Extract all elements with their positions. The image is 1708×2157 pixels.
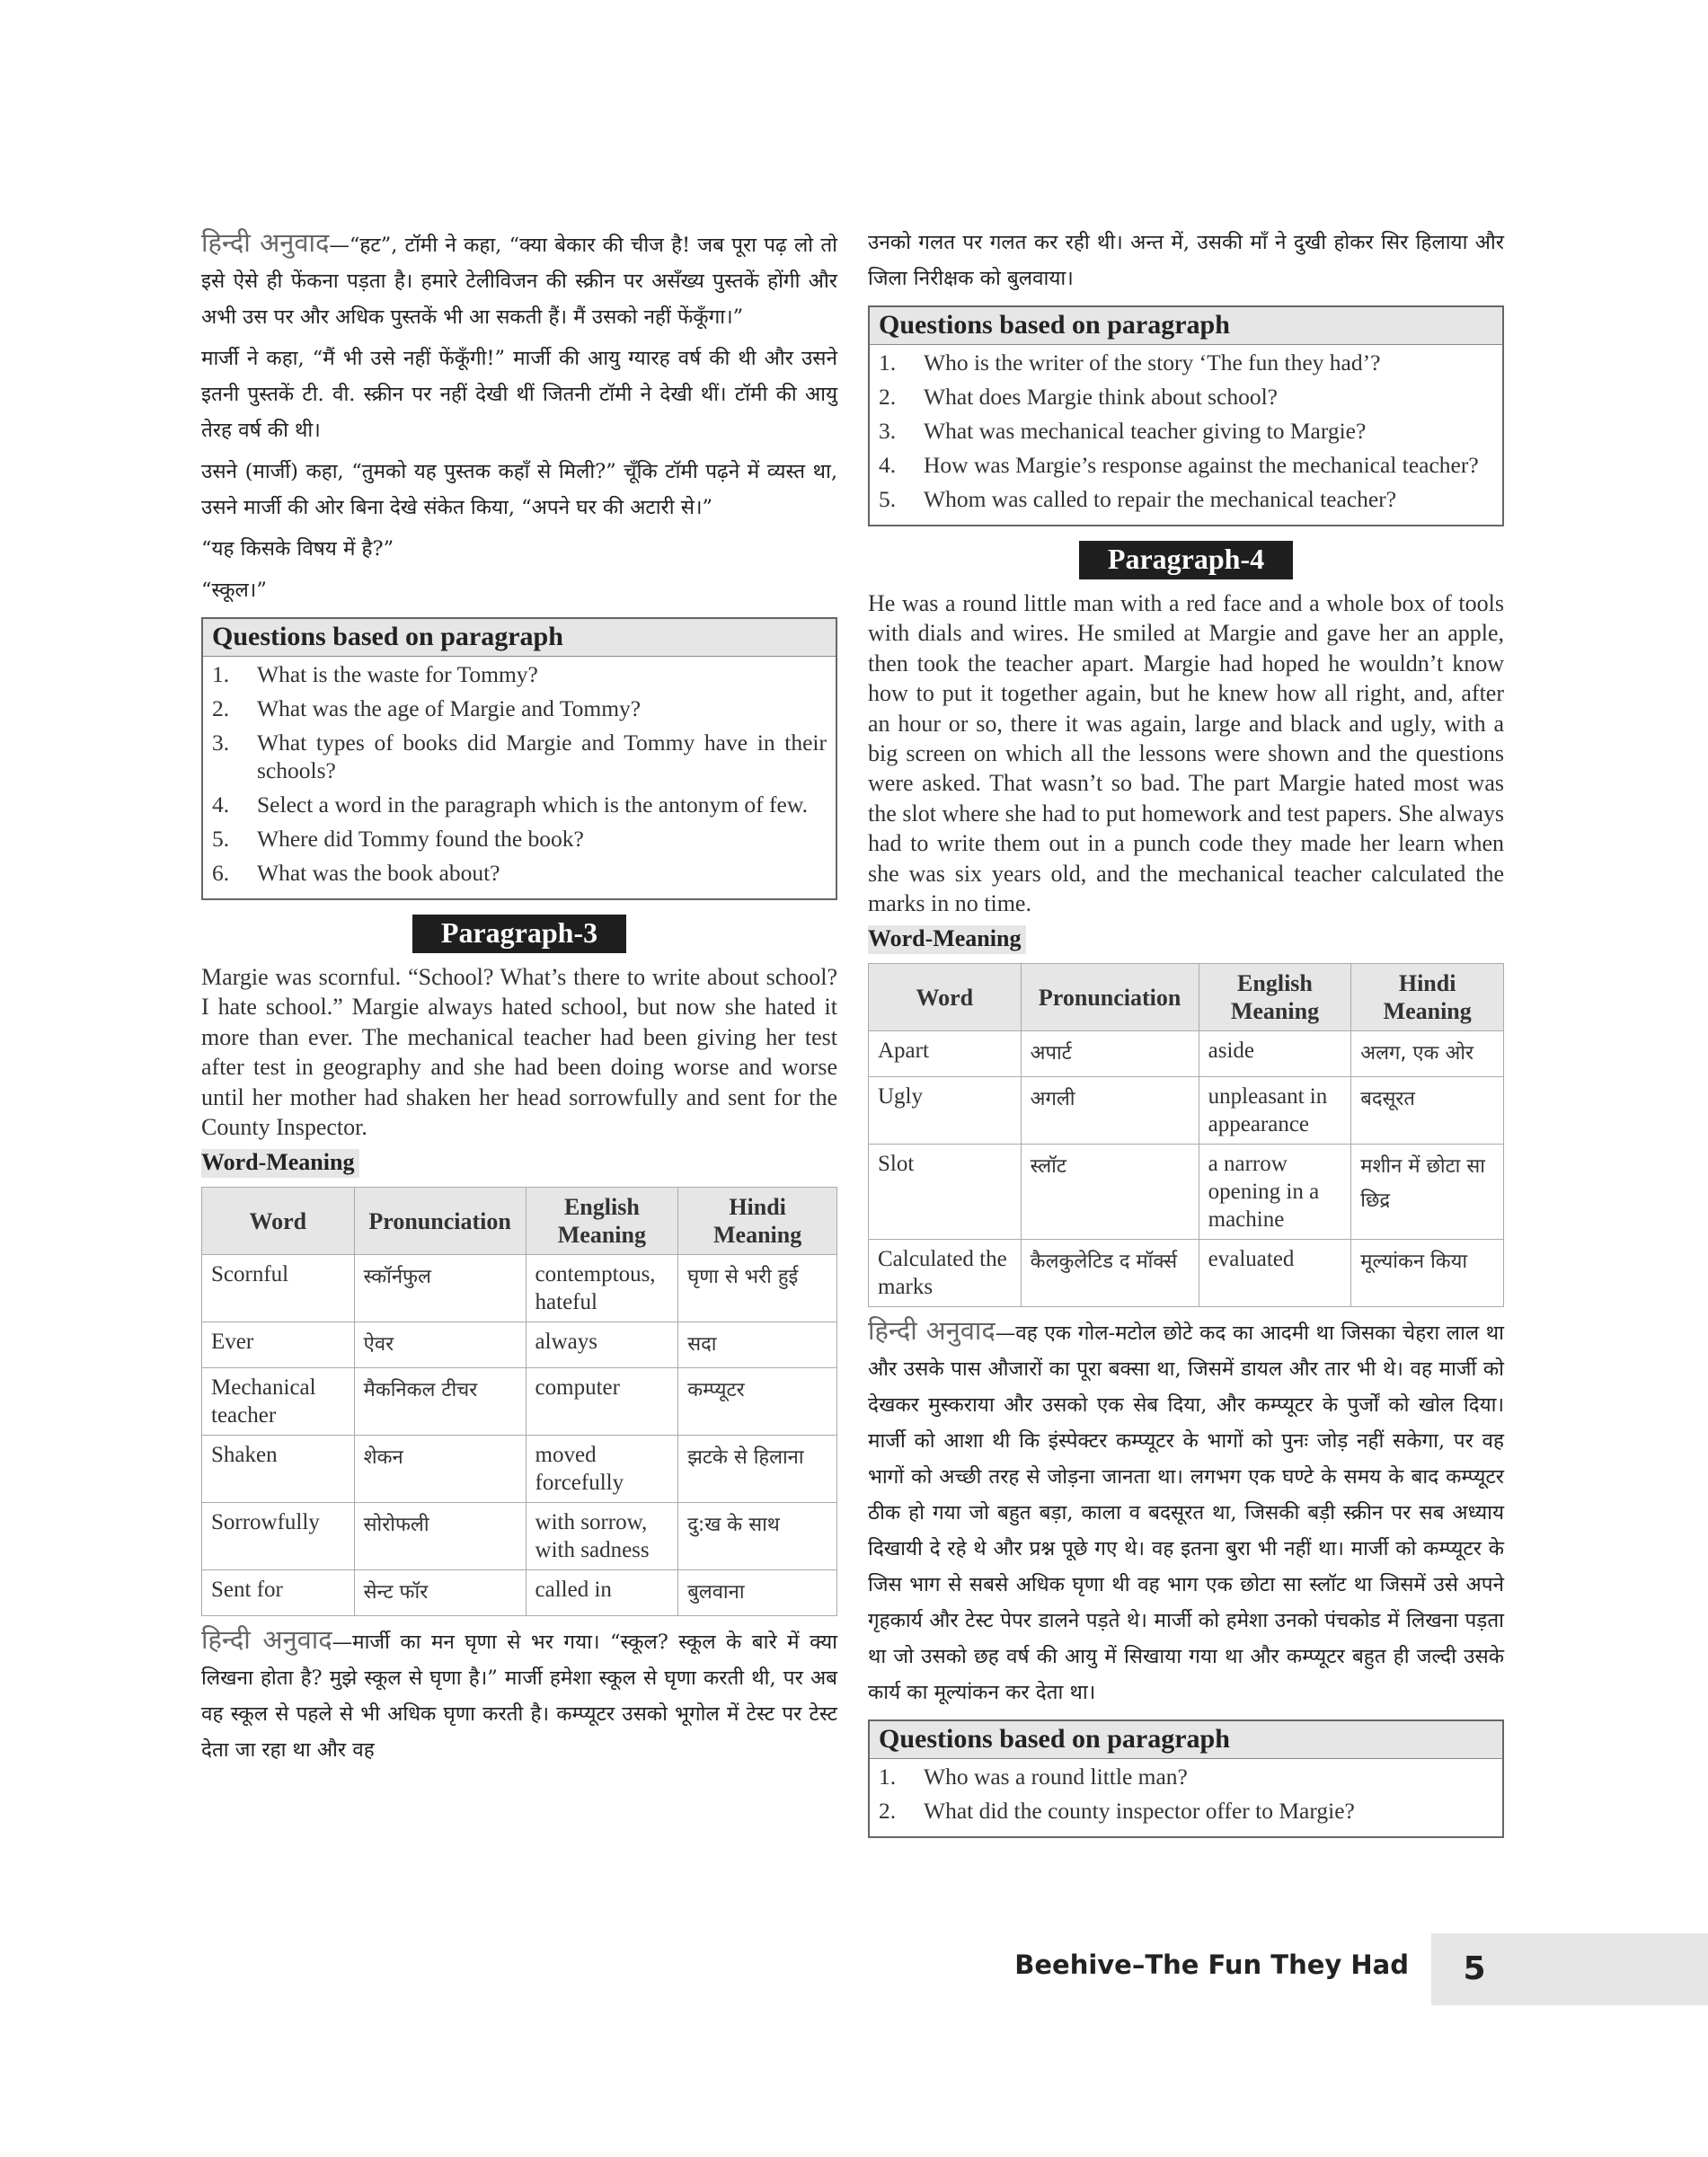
table-header-row [869, 964, 1504, 1031]
header-word: Word [202, 1188, 355, 1255]
footer-book-title: Beehive–The Fun They Had [1014, 1949, 1409, 1980]
table-row [869, 1077, 1504, 1145]
questions-title: Questions based on paragraph [870, 1721, 1502, 1759]
questions-title: Questions based on paragraph [870, 307, 1502, 345]
cell-pronunciation: सोरोफली [354, 1503, 526, 1570]
question-item: 1. What is the waste for Tommy? [212, 661, 538, 687]
table-row [202, 1255, 837, 1322]
cell-word: Slot [869, 1145, 1022, 1240]
question-item: 3. What types of books did Margie and Tommy have in their schools? [212, 729, 827, 783]
header-english-meaning: English Meaning [1199, 964, 1351, 1031]
right-column [868, 225, 1504, 1852]
question-item: 3. What was mechanical teacher giving to Margie? [879, 418, 1367, 444]
hindi-continuation: उनको गलत पर गलत कर रही थी। अन्त में, उसकी माँ ने दुखी होकर सिर हिलाया और जिला निरीक्षक को बुलवाया। [868, 231, 1504, 290]
cell-english: contemptous, hateful [526, 1255, 678, 1322]
cell-pronunciation: मैकनिकल टीचर [354, 1368, 526, 1436]
question-item: 2. What does Margie think about school? [879, 384, 1278, 410]
cell-pronunciation: शेकन [354, 1436, 526, 1503]
hindi-translation-7: हिन्दी अनुवाद—वह एक गोल-मटोल छोटे कद का आदमी था जिसका चेहरा लाल था और उसके पास औजारों का पूरा बक्सा था, जिसमें डायल और तार भी थे। वह मार्जी को देखकर मुस्कराया और उसको एक सेब दिया, और कम्प्यूटर के पुर्जों को खोल दिया। मार्जी को आशा थी कि इंस्पेक्टर कम्प्यूटर के भागों को पुनः जोड़ नहीं सकेगा, पर वह भागों को अच्छी तरह से जोड़ना जानता था। लगभग एक घण्टे के समय के बाद कम्प्यूटर ठीक हो गया जो बहुत बड़ा, काला व बदसूरत था, जिसकी बड़ी स्क्रीन पर सब अध्याय दिखायी दे रहे थे और प्रश्न पूछे गए थे। वह इतना बुरा भी नहीं था। मार्जी को कम्प्यूटर के जिस भाग से सबसे अधिक घृणा थी वह भाग एक छोटा सा स्लॉट था जिसमें उसे अपने गृहकार्य और टेस्ट पेपर डालने पड़ते थे। मार्जी को हमेशा उनको पंचकोड में लिखना पड़ता था जो उसको छह वर्ष की आयु में सिखाया गया था और कम्प्यूटर बहुत ही जल्दी उसके कार्य का मूल्यांकन कर देता था। [868, 1315, 1504, 1705]
cell-pronunciation: कैलकुलेटिड द मॉर्क्स [1021, 1240, 1199, 1307]
header-hindi-meaning: Hindi Meaning [1351, 964, 1504, 1031]
cell-english: moved forcefully [526, 1436, 678, 1503]
header-pronunciation: Pronunciation [354, 1188, 526, 1255]
questions-list [870, 1759, 1502, 1836]
cell-hindi: बदसूरत [1351, 1077, 1504, 1145]
hindi-paragraph-3: उसने (मार्जी) कहा, “तुमको यह पुस्तक कहाँ से मिली?” चूँकि टॉमी पढ़ने में व्यस्त था, उसने मार्जी की ओर बिना देखे संकेत किया, “अपने घर की अटारी से।” [201, 460, 837, 519]
cell-pronunciation: ऐवर [354, 1322, 526, 1368]
cell-word: Calculated the marks [869, 1240, 1022, 1307]
question-item: 1. Who is the writer of the story ‘The fun they had’? [879, 349, 1381, 376]
hindi-translation-1: हिन्दी अनुवाद—“हट”, टॉमी ने कहा, “क्या बेकार की चीज है! जब पूरा पढ़ लो तो इसे ऐसे ही फेंकना पड़ता है। हमारे टेलीविजन की स्क्रीन पर असँख्य पुस्तकें होंगी और अभी उस पर और अधिक पुस्तकें भी आ सकती हैं। मैं उसको नहीं फेंकूँगा।” [201, 227, 837, 329]
cell-hindi: दु:ख के साथ [678, 1503, 837, 1570]
cell-hindi: झटके से हिलाना [678, 1436, 837, 1503]
hindi-translation-label: हिन्दी अनुवाद [201, 227, 330, 258]
cell-pronunciation: स्लॉट [1021, 1145, 1199, 1240]
cell-english: unpleasant in appearance [1199, 1077, 1351, 1145]
cell-hindi: अलग, एक ओर [1351, 1031, 1504, 1077]
question-item: 4. Select a word in the paragraph which is the antonym of few. [212, 791, 808, 818]
paragraph-4-heading: Paragraph-4 [1079, 541, 1293, 579]
cell-word: Sorrowfully [202, 1503, 355, 1570]
question-item: 6. What was the book about? [212, 860, 500, 886]
cell-hindi: बुलवाना [678, 1570, 837, 1616]
paragraph-3-text: Margie was scornful. “School? What’s there to write about school? I hate school.” Margie always hated school, but now she hated it more than ever. The mechanical teacher had been giving her test after test in geography and she had been doing worse and worse until her mother had shaken her head sorrowfully and sent for the County Inspector. [201, 964, 837, 1141]
table-row [869, 1145, 1504, 1240]
word-meaning-label: Word-Meaning [868, 925, 1026, 954]
word-meaning-label: Word-Meaning [201, 1149, 359, 1178]
cell-word: Ugly [869, 1077, 1022, 1145]
questions-box-2 [868, 305, 1504, 526]
cell-hindi: सदा [678, 1322, 837, 1368]
cell-word: Apart [869, 1031, 1022, 1077]
question-item: 1. Who was a round little man? [879, 1764, 1188, 1790]
cell-english: aside [1199, 1031, 1351, 1077]
questions-box-3 [868, 1719, 1504, 1838]
table-header-row [202, 1188, 837, 1255]
table-row [202, 1503, 837, 1570]
header-word: Word [869, 964, 1022, 1031]
cell-pronunciation: अपार्ट [1021, 1031, 1199, 1077]
word-meaning-table-2 [868, 963, 1504, 1307]
word-meaning-table-1 [201, 1187, 837, 1616]
paragraph-4-text: He was a round little man with a red face and a whole box of tools with dials and wires. He smiled at Margie and gave her an apple, then took the teacher apart. Margie had hoped he wouldn’t know how to put it together again, but he knew how all right, and, after an hour or so, there it was again, large and black and ugly, with a big screen on which all the lessons were shown and the questions were asked. That wasn’t so bad. The part Margie hated most was the slot where she had to put homework and test papers. She always had to write them out in a punch code they made her learn when she was six years old, and the mechanical teacher calculated the marks in no time. [868, 590, 1504, 917]
cell-pronunciation: सेन्ट फॉर [354, 1570, 526, 1616]
header-english-meaning: English Meaning [526, 1188, 678, 1255]
cell-hindi: मूल्यांकन किया [1351, 1240, 1504, 1307]
hindi-translation-label: हिन्दी अनुवाद [201, 1624, 332, 1656]
table-row [202, 1322, 837, 1368]
hindi-translation-label: हिन्दी अनुवाद [868, 1315, 996, 1347]
header-hindi-meaning: Hindi Meaning [678, 1188, 837, 1255]
cell-english: computer [526, 1368, 678, 1436]
cell-word: Shaken [202, 1436, 355, 1503]
hindi-paragraph-5: “स्कूल।” [201, 579, 267, 602]
cell-hindi: घृणा से भरी हुई [678, 1255, 837, 1322]
table-row [202, 1368, 837, 1436]
question-item: 5. Where did Tommy found the book? [212, 826, 584, 852]
cell-hindi: कम्प्यूटर [678, 1368, 837, 1436]
cell-english: evaluated [1199, 1240, 1351, 1307]
table-row [869, 1240, 1504, 1307]
table-row [202, 1436, 837, 1503]
table-row [869, 1031, 1504, 1077]
page-number: 5 [1463, 1950, 1486, 1987]
cell-english: always [526, 1322, 678, 1368]
question-item: 4. How was Margie’s response against the mechanical teacher? [879, 452, 1479, 478]
cell-english: called in [526, 1570, 678, 1616]
questions-box-1 [201, 617, 837, 900]
hindi-paragraph-2: मार्जी ने कहा, “मैं भी उसे नहीं फेंकूँगी!” मार्जी की आयु ग्यारह वर्ष की थी और उसने इतनी पुस्तकें टी. वी. स्क्रीन पर नहीं देखी थीं जितनी टॉमी ने देखी थीं। टॉमी की आयु तेरह वर्ष की थी। [201, 347, 837, 442]
paragraph-3-heading: Paragraph-3 [412, 915, 626, 953]
question-item: 5. Whom was called to repair the mechanical teacher? [879, 486, 1397, 512]
hindi-translation-6: हिन्दी अनुवाद—मार्जी का मन घृणा से भर गया। “स्कूल? स्कूल के बारे में क्या लिखना होता है? मुझे स्कूल से घृणा है।” मार्जी हमेशा स्कूल से घृणा करती थी, पर अब वह स्कूल से पहले से भी अधिक घृणा करती है। कम्प्यूटर उसको भूगोल में टेस्ट पर टेस्ट देता जा रहा था और वह [201, 1624, 837, 1763]
questions-title: Questions based on paragraph [203, 619, 836, 657]
cell-pronunciation: अगली [1021, 1077, 1199, 1145]
cell-word: Ever [202, 1322, 355, 1368]
cell-english: a narrow opening in a machine [1199, 1145, 1351, 1240]
question-item: 2. What was the age of Margie and Tommy? [212, 695, 642, 721]
cell-word: Sent for [202, 1570, 355, 1616]
table-row [202, 1570, 837, 1616]
cell-english: with sorrow, with sadness [526, 1503, 678, 1570]
cell-word: Scornful [202, 1255, 355, 1322]
question-item: 2. What did the county inspector offer to Margie? [879, 1798, 1355, 1825]
hindi-paragraph-4: “यह किसके विषय में है?” [201, 537, 394, 561]
cell-word: Mechanical teacher [202, 1368, 355, 1436]
cell-pronunciation: स्कॉर्नफुल [354, 1255, 526, 1322]
header-pronunciation: Pronunciation [1021, 964, 1199, 1031]
left-column [201, 225, 837, 1773]
questions-list [870, 345, 1502, 525]
cell-hindi: मशीन में छोटा सा छिद्र [1351, 1145, 1504, 1240]
questions-list [203, 657, 836, 898]
